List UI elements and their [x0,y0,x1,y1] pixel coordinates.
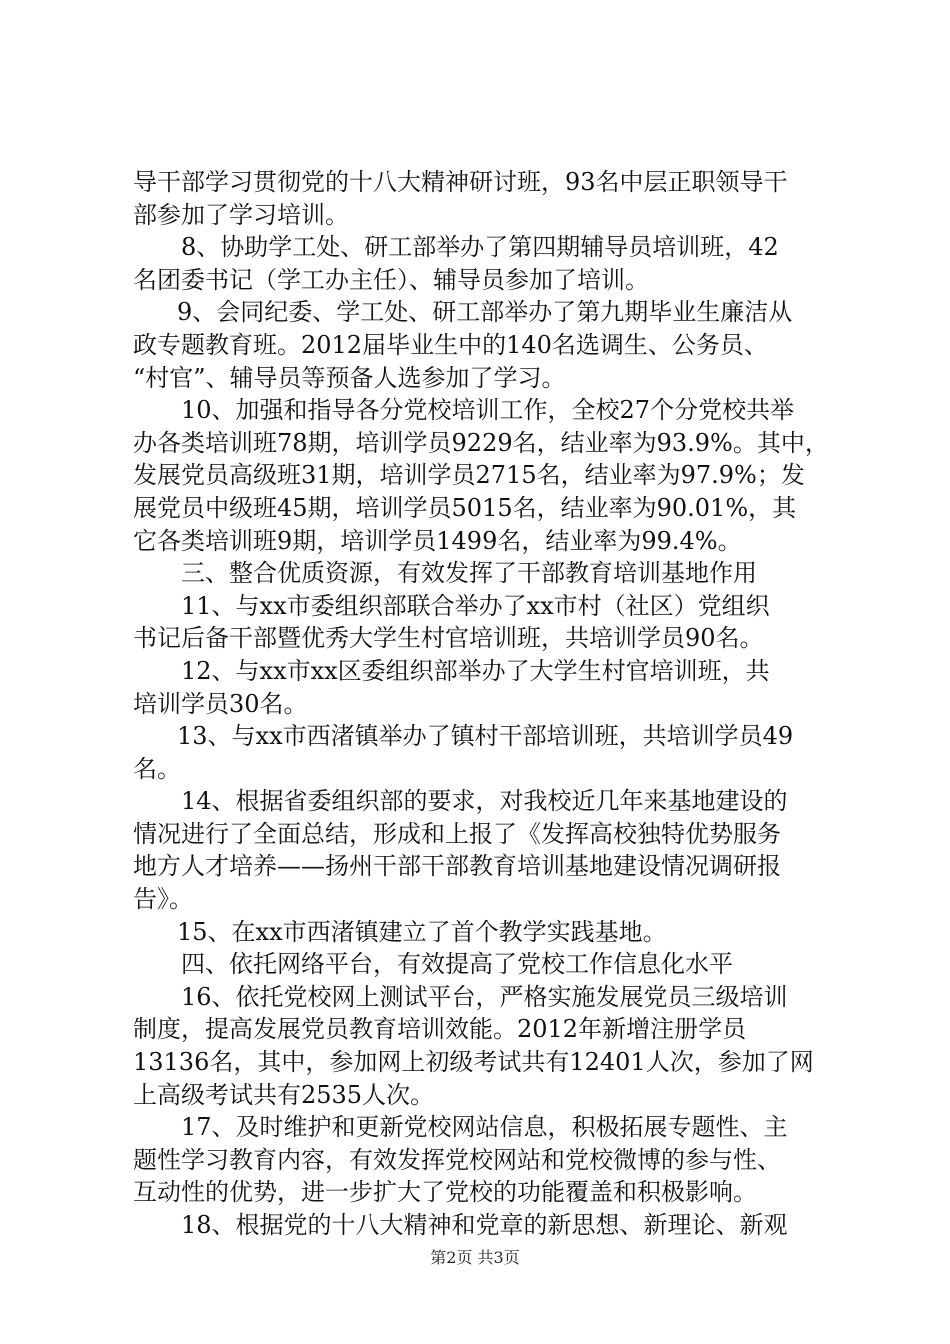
text-line: 部参加了学习培训。 [133,200,349,229]
text-line: 互动性的优势，进一步扩大了党校的功能覆盖和积极影响。 [133,1178,757,1207]
text-line: 10、加强和指导各分党校培训工作，全校27个分党校共举 [181,396,795,425]
page-number-footer: 第2页 共3页 [430,1248,520,1267]
section-heading: 三、整合优质资源，有效发挥了干部教育培训基地作用 [181,559,757,588]
text-line: 政专题教育班。2012届毕业生中的140名选调生、公务员、 [133,330,768,359]
text-line: 17、及时维护和更新党校网站信息，积极拓展专题性、主 [181,1113,788,1142]
text-line: “村官”、辅导员等预备人选参加了学习。 [133,363,566,392]
text-line: 书记后备干部暨优秀大学生村官培训班，共培训学员90名。 [133,624,764,653]
text-line: 13136名，其中，参加网上初级考试共有12401人次，参加了网 [133,1048,814,1077]
text-line: 办各类培训班78期，培训学员9229名，结业率为93.9%。其中， [133,428,829,457]
text-line: 导干部学习贯彻党的十八大精神研讨班，93名中层正职领导干 [133,168,788,196]
text-line: 制度，提高发展党员教育培训效能。2012年新增注册学员 [133,1015,747,1044]
section-heading: 四、依托网络平台，有效提高了党校工作信息化水平 [181,950,733,979]
text-line: 情况进行了全面总结，形成和上报了《发挥高校独特优势服务 [133,819,781,848]
text-line: 13、与xx市西渚镇举办了镇村干部培训班，共培训学员49 [177,722,794,751]
text-line: 上高级考试共有2535人次。 [133,1080,435,1109]
text-line: 16、依托党校网上测试平台，严格实施发展党员三级培训 [181,982,788,1011]
text-line: 告》。 [133,885,193,914]
text-line: 12、与xx市xx区委组织部举办了大学生村官培训班，共 [181,656,770,685]
text-line: 14、根据省委组织部的要求，对我校近几年来基地建设的 [181,787,788,816]
text-line: 地方人才培养——扬州干部干部教育培训基地建设情况调研报 [133,852,781,881]
text-line: 名。 [133,754,181,783]
text-line: 培训学员30名。 [133,689,308,718]
text-line: 9、会同纪委、学工处、研工部举办了第九期毕业生廉洁从 [177,298,793,327]
text-line: 题性学习教育内容，有效发挥党校网站和党校微博的参与性、 [133,1145,781,1174]
text-line: 名团委书记（学工办主任）、辅导员参加了培训。 [133,265,649,294]
text-line: 它各类培训班9期，培训学员1499名，结业率为99.4%。 [133,526,742,555]
document-body [133,166,833,1242]
text-line: 15、在xx市西渚镇建立了首个教学实践基地。 [177,917,667,946]
text-line: 18、根据党的十八大精神和党章的新思想、新理论、新观 [181,1211,788,1239]
text-line: 展党员中级班45期，培训学员5015名，结业率为90.01%，其 [133,493,797,522]
text-line: 11、与xx市委组织部联合举办了xx市村（社区）党组织 [181,591,770,620]
text-line: 8、协助学工处、研工部举办了第四期辅导员培训班，42 [181,233,779,262]
text-line: 发展党员高级班31期，培训学员2715名，结业率为97.9%；发 [133,461,805,490]
